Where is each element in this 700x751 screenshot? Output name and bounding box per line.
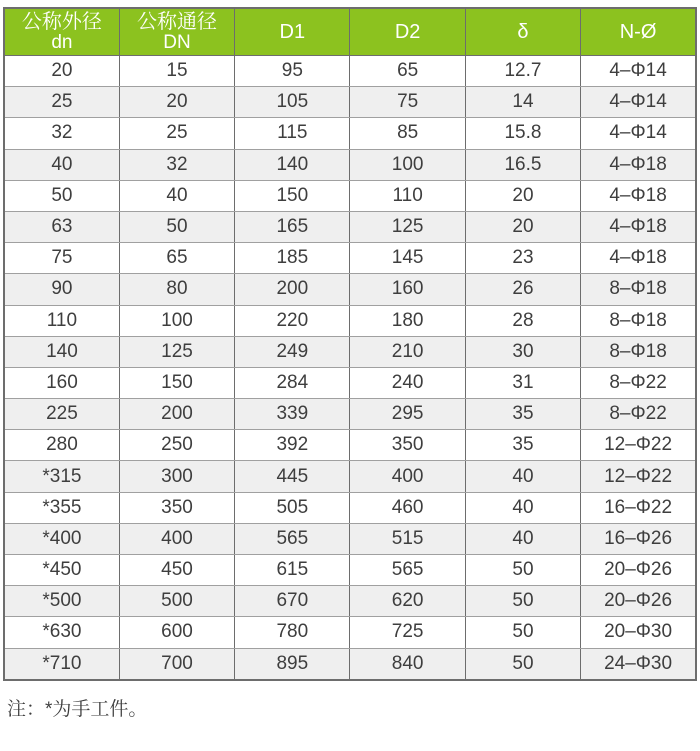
table-cell: 50: [465, 617, 580, 648]
table-cell: 12.7: [465, 56, 580, 87]
table-cell: 565: [350, 555, 465, 586]
table-cell: 100: [350, 149, 465, 180]
table-row: [4, 367, 696, 398]
table-cell: 225: [4, 399, 119, 430]
table-cell: 160: [350, 274, 465, 305]
column-header-5: [465, 8, 580, 56]
table-cell: 600: [119, 617, 234, 648]
table-cell: 75: [4, 243, 119, 274]
table-cell: 350: [119, 492, 234, 523]
table-row: [4, 430, 696, 461]
column-header-title: 公称外径: [21, 11, 102, 33]
table-cell: 65: [350, 56, 465, 87]
table-cell: 280: [4, 430, 119, 461]
table-cell: 15: [119, 56, 234, 87]
table-cell: 50: [119, 211, 234, 242]
table-cell: *315: [4, 461, 119, 492]
table-row: [4, 56, 696, 87]
column-header-title: 公称通径: [136, 11, 217, 33]
table-cell: 565: [235, 523, 350, 554]
footnote: 注：*为手工件。: [7, 698, 148, 720]
table-cell: 50: [465, 586, 580, 617]
table-cell: 140: [4, 336, 119, 367]
table-cell: 63: [4, 211, 119, 242]
table-cell: 8–Φ18: [581, 274, 696, 305]
table-cell: 50: [465, 555, 580, 586]
table-cell: 23: [465, 243, 580, 274]
table-cell: *450: [4, 555, 119, 586]
table-cell: 40: [465, 461, 580, 492]
table-cell: 515: [350, 523, 465, 554]
table-cell: 40: [465, 492, 580, 523]
table-row: [4, 305, 696, 336]
table-cell: *500: [4, 586, 119, 617]
table-cell: 20: [4, 56, 119, 87]
column-header-2: [119, 8, 234, 56]
table-cell: 80: [119, 274, 234, 305]
column-header-subtitle: dn: [51, 32, 73, 53]
column-header-title: D1: [279, 21, 306, 43]
table-cell: 240: [350, 367, 465, 398]
table-cell: 4–Φ14: [581, 87, 696, 118]
table-cell: 20–Φ26: [581, 586, 696, 617]
table-cell: 90: [4, 274, 119, 305]
table-cell: 150: [119, 367, 234, 398]
table-cell: 14: [465, 87, 580, 118]
table-cell: 100: [119, 305, 234, 336]
table-cell: 75: [350, 87, 465, 118]
table-row: [4, 336, 696, 367]
table-cell: 200: [235, 274, 350, 305]
table-cell: 445: [235, 461, 350, 492]
table-cell: 165: [235, 211, 350, 242]
table-cell: 180: [350, 305, 465, 336]
table-cell: 145: [350, 243, 465, 274]
table-cell: 339: [235, 399, 350, 430]
table-cell: *630: [4, 617, 119, 648]
table-cell: *400: [4, 523, 119, 554]
table-row: [4, 523, 696, 554]
table-cell: 220: [235, 305, 350, 336]
table-cell: 50: [465, 648, 580, 680]
table-cell: 4–Φ18: [581, 180, 696, 211]
table-cell: 350: [350, 430, 465, 461]
table-cell: 20–Φ26: [581, 555, 696, 586]
table-cell: 140: [235, 149, 350, 180]
table-cell: 4–Φ18: [581, 149, 696, 180]
table-row: [4, 492, 696, 523]
table-cell: 20: [465, 211, 580, 242]
table-cell: 400: [350, 461, 465, 492]
table-row: [4, 118, 696, 149]
table-row: [4, 617, 696, 648]
table-cell: 185: [235, 243, 350, 274]
table-cell: 25: [4, 87, 119, 118]
column-header-3: [235, 8, 350, 56]
table-cell: 8–Φ18: [581, 305, 696, 336]
table-row: [4, 555, 696, 586]
table-row: [4, 149, 696, 180]
table-row: [4, 180, 696, 211]
table-cell: 505: [235, 492, 350, 523]
table-cell: 460: [350, 492, 465, 523]
table-cell: 30: [465, 336, 580, 367]
table-cell: 65: [119, 243, 234, 274]
table-cell: 4–Φ18: [581, 211, 696, 242]
header-row: [4, 8, 696, 56]
table-cell: *710: [4, 648, 119, 680]
table-cell: 16.5: [465, 149, 580, 180]
table-cell: 620: [350, 586, 465, 617]
table-cell: 16–Φ26: [581, 523, 696, 554]
table-cell: 40: [465, 523, 580, 554]
table-cell: 200: [119, 399, 234, 430]
table-cell: 32: [119, 149, 234, 180]
table-cell: 24–Φ30: [581, 648, 696, 680]
table-cell: 95: [235, 56, 350, 87]
table-cell: 895: [235, 648, 350, 680]
table-cell: 450: [119, 555, 234, 586]
table-cell: 32: [4, 118, 119, 149]
table-cell: 4–Φ14: [581, 56, 696, 87]
table-cell: 295: [350, 399, 465, 430]
table-cell: 25: [119, 118, 234, 149]
table-cell: 20–Φ30: [581, 617, 696, 648]
table-row: [4, 399, 696, 430]
table-cell: 105: [235, 87, 350, 118]
table-cell: 20: [465, 180, 580, 211]
table-row: [4, 648, 696, 680]
table-cell: 12–Φ22: [581, 430, 696, 461]
table-cell: 85: [350, 118, 465, 149]
table-cell: 700: [119, 648, 234, 680]
table-cell: 40: [4, 149, 119, 180]
table-cell: 20: [119, 87, 234, 118]
table-cell: 115: [235, 118, 350, 149]
table-cell: 16–Φ22: [581, 492, 696, 523]
table-cell: 284: [235, 367, 350, 398]
table-cell: 300: [119, 461, 234, 492]
table-cell: 110: [350, 180, 465, 211]
table-cell: 35: [465, 430, 580, 461]
table-row: [4, 586, 696, 617]
table-cell: 210: [350, 336, 465, 367]
table-cell: 500: [119, 586, 234, 617]
table-cell: 8–Φ22: [581, 399, 696, 430]
table-cell: 40: [119, 180, 234, 211]
table-cell: 12–Φ22: [581, 461, 696, 492]
table-cell: 780: [235, 617, 350, 648]
table-cell: 250: [119, 430, 234, 461]
table-row: [4, 461, 696, 492]
table-row: [4, 274, 696, 305]
table-cell: 249: [235, 336, 350, 367]
column-header-title: D2: [394, 21, 421, 43]
table-cell: 31: [465, 367, 580, 398]
table-head: [4, 8, 696, 56]
table-cell: 392: [235, 430, 350, 461]
column-header-subtitle: DN: [163, 32, 191, 53]
table-row: [4, 87, 696, 118]
table-cell: 35: [465, 399, 580, 430]
table-cell: 28: [465, 305, 580, 336]
table-cell: 150: [235, 180, 350, 211]
table-cell: 725: [350, 617, 465, 648]
table-row: [4, 211, 696, 242]
table-cell: *355: [4, 492, 119, 523]
table-cell: 26: [465, 274, 580, 305]
column-header-4: [350, 8, 465, 56]
column-header-title: δ: [517, 21, 529, 43]
table-cell: 4–Φ14: [581, 118, 696, 149]
spec-table: [3, 7, 697, 681]
table-cell: 8–Φ18: [581, 336, 696, 367]
table-cell: 125: [119, 336, 234, 367]
table-cell: 400: [119, 523, 234, 554]
column-header-title: N-Ø: [619, 21, 657, 43]
table-cell: 615: [235, 555, 350, 586]
table-cell: 840: [350, 648, 465, 680]
table-cell: 670: [235, 586, 350, 617]
table-row: [4, 243, 696, 274]
table-body: [4, 56, 696, 680]
table-cell: 50: [4, 180, 119, 211]
column-header-6: [581, 8, 696, 56]
table-cell: 160: [4, 367, 119, 398]
column-header-1: [4, 8, 119, 56]
table-cell: 15.8: [465, 118, 580, 149]
table-cell: 110: [4, 305, 119, 336]
table-cell: 125: [350, 211, 465, 242]
table-cell: 8–Φ22: [581, 367, 696, 398]
table-cell: 4–Φ18: [581, 243, 696, 274]
